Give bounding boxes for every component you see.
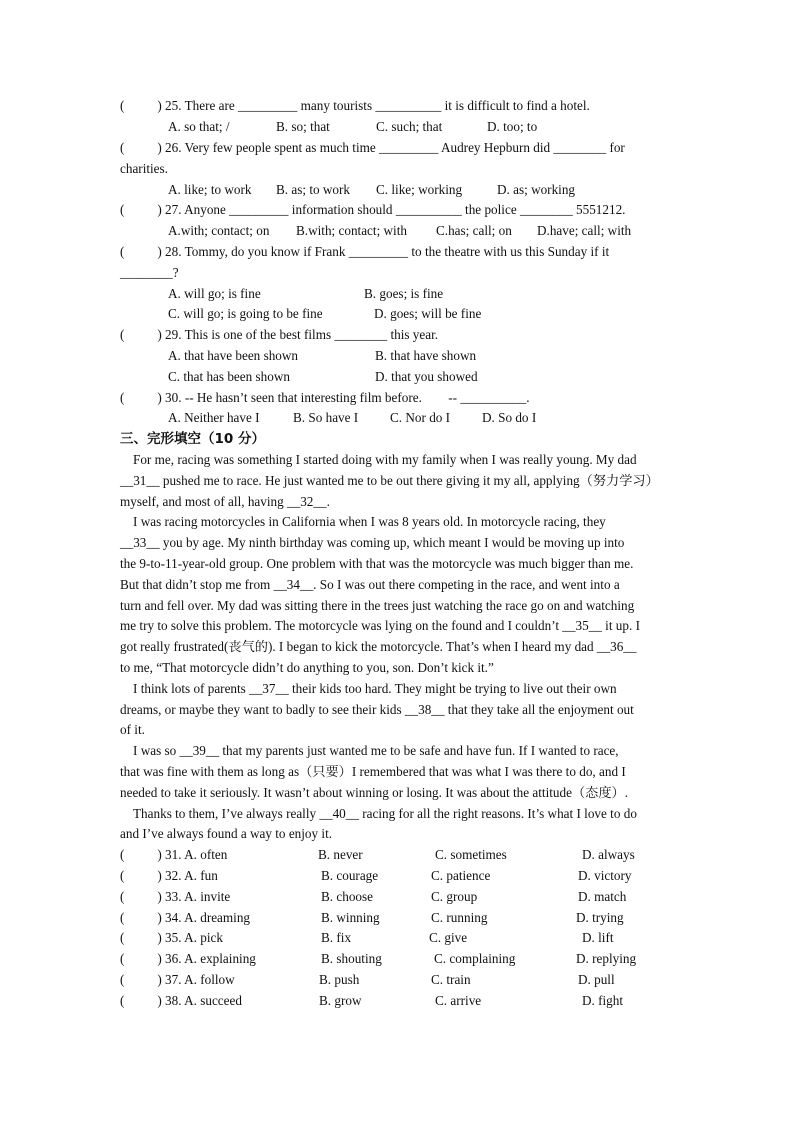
q28-option-d: D. goes; will be fine [374, 306, 482, 321]
passage-line: turn and fell over. My dad was sitting there in the trees just watching the race go on and watching [120, 598, 635, 613]
choice-38-d: D. fight [582, 993, 624, 1008]
q26-option-a: A. like; to work [168, 182, 252, 197]
choice-row-34: ( ) 34. A. dreaming [120, 910, 251, 925]
choice-row-33: ( ) 33. A. invite [120, 889, 231, 904]
choice-32-c: C. patience [431, 868, 491, 883]
q25-option-d: D. too; to [487, 119, 538, 134]
passage-line: the 9-to-11-year-old group. One problem with that was the motorcycle was much bigger than me. [120, 556, 634, 571]
choice-row-32: ( ) 32. A. fun [120, 868, 218, 883]
passage-line: of it. [120, 722, 145, 737]
passage-line: For me, racing was something I started doing with my family when I was really young. My dad [133, 452, 637, 467]
choice-row-38: ( ) 38. A. succeed [120, 993, 242, 1008]
choice-35-b: B. fix [321, 930, 352, 945]
q28-option-a: A. will go; is fine [168, 286, 261, 301]
q26-option-b: B. as; to work [276, 182, 350, 197]
choice-31-d: D. always [582, 847, 635, 862]
question-25-stem: ( ) 25. There are _________ many tourists __________ it is difficult to find a hotel. [120, 98, 590, 113]
q29-option-c: C. that has been shown [168, 369, 290, 384]
choice-38-b: B. grow [319, 993, 362, 1008]
q29-option-a: A. that have been shown [168, 348, 299, 363]
passage-line: myself, and most of all, having __32__. [120, 494, 330, 509]
choice-36-b: B. shouting [321, 951, 382, 966]
passage-line: needed to take it seriously. It wasn’t about winning or losing. It was about the attitude（态度）. [120, 785, 628, 800]
choice-35-d: D. lift [582, 930, 614, 945]
passage-line: I think lots of parents __37__ their kids too hard. They might be trying to live out their own [133, 681, 617, 696]
passage-line: Thanks to them, I’ve always really __40__ racing for all the right reasons. It’s what I love to do [133, 806, 637, 821]
q30-option-c: C. Nor do I [390, 410, 451, 425]
q29-option-b: B. that have shown [375, 348, 477, 363]
choice-31-b: B. never [318, 847, 363, 862]
q30-option-a: A. Neither have I [168, 410, 260, 425]
q29-option-d: D. that you showed [375, 369, 478, 384]
choice-34-b: B. winning [321, 910, 380, 925]
question-29-stem: ( ) 29. This is one of the best films ________ this year. [120, 327, 439, 342]
passage-line: But that didn’t stop me from __34__. So I was out there competing in the race, and went into a [120, 577, 620, 592]
passage-line: and I’ve always found a way to enjoy it. [120, 826, 333, 841]
choice-33-d: D. match [578, 889, 627, 904]
q27-option-c: C.has; call; on [436, 223, 512, 238]
q25-option-a: A. so that; / [168, 119, 230, 134]
choice-36-c: C. complaining [434, 951, 516, 966]
q27-option-b: B.with; contact; with [296, 223, 407, 238]
choice-33-c: C. group [431, 889, 478, 904]
choice-32-d: D. victory [578, 868, 632, 883]
choice-38-c: C. arrive [435, 993, 482, 1008]
question-30-stem: ( ) 30. -- He hasn’t seen that interesting film before. -- __________. [120, 390, 530, 405]
choice-37-c: C. train [431, 972, 471, 987]
choice-34-d: D. trying [576, 910, 624, 925]
q25-option-c: C. such; that [376, 119, 443, 134]
choice-33-b: B. choose [321, 889, 374, 904]
choice-37-d: D. pull [578, 972, 615, 987]
choice-37-b: B. push [319, 972, 360, 987]
question-28-stem-cont: ________? [120, 265, 179, 280]
choice-row-35: ( ) 35. A. pick [120, 930, 223, 945]
section-heading: 三、完形填空（10 分） [120, 431, 265, 447]
question-26-stem-cont: charities. [120, 161, 168, 176]
q25-option-b: B. so; that [276, 119, 330, 134]
passage-line: I was so __39__ that my parents just wanted me to be safe and have fun. If I wanted to race, [133, 743, 619, 758]
choice-row-31: ( ) 31. A. often [120, 847, 228, 862]
choice-31-c: C. sometimes [435, 847, 507, 862]
q26-option-c: C. like; working [376, 182, 463, 197]
question-27-stem: ( ) 27. Anyone _________ information should __________ the police ________ 5551212. [120, 202, 626, 217]
passage-line: __33__ you by age. My ninth birthday was coming up, which meant I would be moving up into [120, 535, 625, 550]
choice-32-b: B. courage [321, 868, 379, 883]
choice-35-c: C. give [429, 930, 468, 945]
choice-row-36: ( ) 36. A. explaining [120, 951, 256, 966]
choice-row-37: ( ) 37. A. follow [120, 972, 235, 987]
q30-option-d: D. So do I [482, 410, 537, 425]
q28-option-c: C. will go; is going to be fine [168, 306, 323, 321]
passage-line: me try to solve this problem. The motorcycle was lying on the found and I couldn’t __35__ it up. I [120, 618, 640, 633]
passage-line: __31__ pushed me to race. He just wanted me to be out there giving it my all, applying（努力学习） [120, 473, 659, 488]
choice-36-d: D. replying [576, 951, 637, 966]
q27-option-a: A.with; contact; on [168, 223, 270, 238]
passage-line: to me, “That motorcycle didn’t do anything to you, son. Don’t kick it.” [120, 660, 494, 675]
passage-line: dreams, or maybe they want to badly to see their kids __38__ that they take all the enjoyment out [120, 702, 634, 717]
q27-option-d: D.have; call; with [537, 223, 632, 238]
question-28-stem: ( ) 28. Tommy, do you know if Frank _________ to the theatre with us this Sunday if it [120, 244, 610, 259]
passage-line: got really frustrated(丧气的). I began to kick the motorcycle. That’s when I heard my dad __36__ [120, 639, 637, 654]
passage-line: that was fine with them as long as（只要）I remembered that was what I was there to do, and I [120, 764, 626, 779]
q26-option-d: D. as; working [497, 182, 576, 197]
question-26-stem: ( ) 26. Very few people spent as much time _________ Audrey Hepburn did ________ for [120, 140, 625, 155]
q30-option-b: B. So have I [293, 410, 359, 425]
q28-option-b: B. goes; is fine [364, 286, 444, 301]
passage-line: I was racing motorcycles in California when I was 8 years old. In motorcycle racing, they [133, 514, 606, 529]
choice-34-c: C. running [431, 910, 488, 925]
